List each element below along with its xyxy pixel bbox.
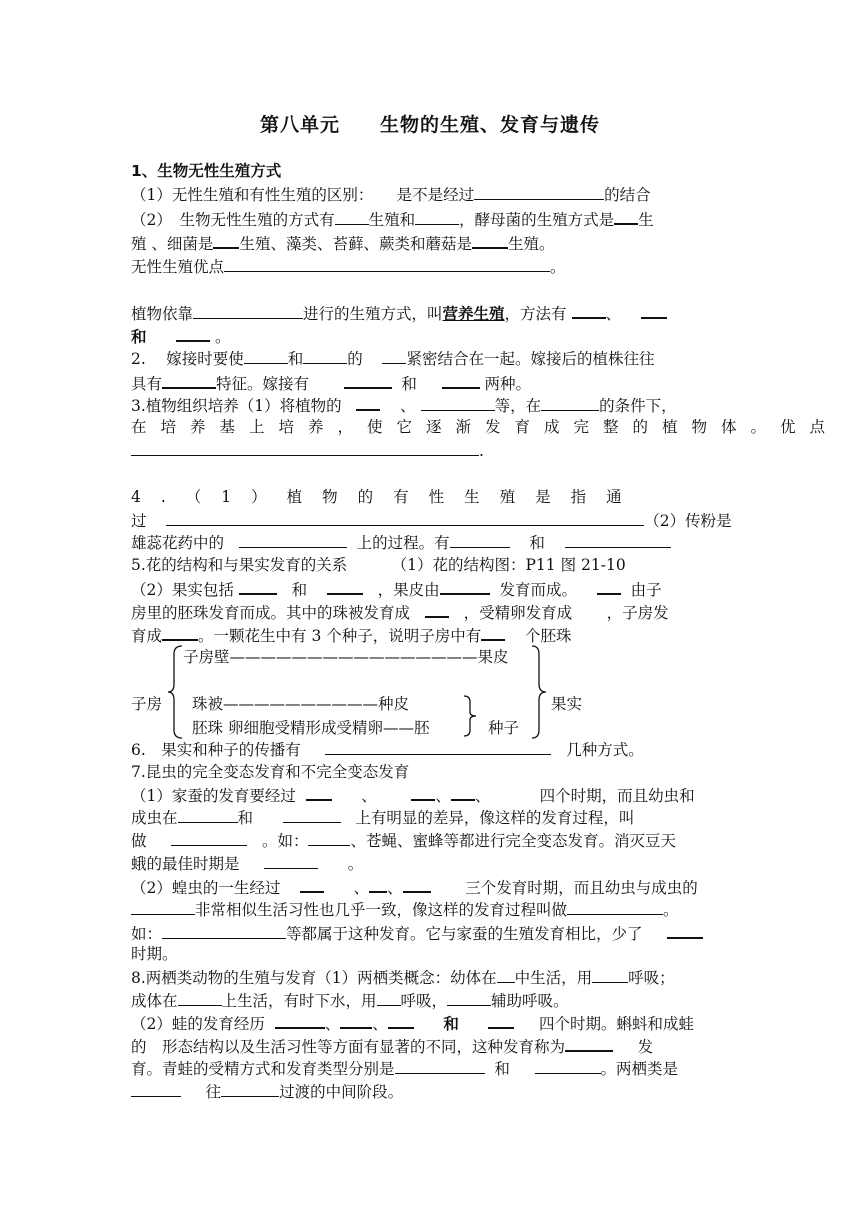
s3-line-2: 在培养基上培养，使它逐渐发育成完整的植物体。优点 <box>131 418 840 436</box>
blank <box>369 876 387 893</box>
text: 卵细胞受精形成受精卵——胚 <box>227 719 430 737</box>
text: 3.植物组织培养（1）将植物的 <box>131 397 342 415</box>
text: 蛾的最佳时期是 <box>131 855 240 873</box>
blank <box>193 303 303 319</box>
text: 和 <box>401 375 417 393</box>
s8-line-4 <box>131 1035 731 1057</box>
blank <box>447 990 491 1006</box>
text: 育成 <box>131 627 163 645</box>
text: 中生活，用 <box>514 969 593 987</box>
page-title: 第八单元 生物的生殖、发育与遗传 <box>259 114 600 136</box>
text: 紧密结合在一起。嫁接后的植株往往 <box>406 350 655 368</box>
blank <box>221 1081 279 1097</box>
text: （1）家蚕的发育要经过 <box>131 787 296 805</box>
s5-line-4 <box>131 624 731 646</box>
text: 呼吸， <box>400 992 448 1010</box>
blank <box>472 232 508 249</box>
text: 具有 <box>131 375 163 393</box>
text: 6. 果实和种子的传播有 <box>131 741 301 759</box>
text: 育。青蛙的受精方式和发育类型分别是 <box>131 1060 395 1078</box>
blank <box>377 990 401 1006</box>
blank <box>541 395 599 411</box>
blank <box>451 784 475 801</box>
text: 上的过程。有 <box>356 534 450 552</box>
text: 几种方式。 <box>566 741 644 759</box>
text: ，果皮由 <box>377 581 440 599</box>
text: 植物依靠 <box>131 305 194 323</box>
text: 两种。 <box>484 375 531 393</box>
s5-line-3 <box>131 601 731 623</box>
blank <box>275 1012 325 1029</box>
blank <box>535 1058 601 1074</box>
text: . <box>479 442 484 460</box>
text: 、 <box>435 787 451 805</box>
s8-line-6 <box>131 1081 731 1102</box>
text: （2）蛙的发育经历 <box>131 1015 265 1033</box>
s4-line-2 <box>131 510 731 531</box>
text: 的 形态结构以及生活习性等方面有显著的不同，这种发育称为 <box>131 1038 566 1056</box>
blank <box>325 739 551 755</box>
text: 特征。嫁接有 <box>216 375 310 393</box>
blank <box>162 624 198 641</box>
blank <box>327 578 363 595</box>
text: 等，在 <box>494 397 542 415</box>
blank <box>440 578 490 595</box>
text: 成虫在 <box>131 809 178 827</box>
blank <box>395 1058 485 1074</box>
blank <box>176 325 210 342</box>
text: 。 <box>663 901 679 919</box>
blank <box>411 784 435 801</box>
blank <box>340 1012 372 1029</box>
text: 和 <box>131 328 147 346</box>
s8-line-1 <box>131 967 731 988</box>
blank <box>614 208 638 225</box>
blank <box>283 807 341 823</box>
blank <box>403 876 431 893</box>
text: ，受精卵发育成 <box>463 604 573 622</box>
text: 三个发育时期，而且幼虫与成虫的 <box>465 879 698 897</box>
text: 、 <box>387 879 403 897</box>
text: （2） 生物无性生殖的方式有 <box>131 211 335 229</box>
blank <box>597 578 621 595</box>
text: 和 <box>291 581 308 599</box>
text: 、 <box>372 1015 388 1033</box>
text: 生殖和 <box>368 211 416 229</box>
blank <box>300 876 324 893</box>
text: 和 <box>529 534 545 552</box>
blank <box>308 830 350 846</box>
text: 往 <box>205 1083 222 1101</box>
text: 房里的胚珠发育而成。其中的珠被发育成 <box>131 604 411 622</box>
text: （2）果实包括 <box>131 581 234 599</box>
text: （1）花的结构图：P11 图 21-10 <box>391 556 626 574</box>
text: 。 <box>550 258 566 276</box>
text: 和 <box>494 1060 510 1078</box>
blank <box>450 532 510 548</box>
text: 。如： <box>261 832 309 850</box>
blank <box>335 209 369 225</box>
blank <box>388 1012 414 1029</box>
text: 个胚珠 <box>524 627 572 645</box>
text: 生殖、藻类、苔藓、蕨类和蘑菇是 <box>239 235 472 253</box>
blank <box>239 578 277 595</box>
text: 四个时期，而且幼虫和 <box>539 787 695 805</box>
text: 过 <box>131 512 147 530</box>
veg-line-1 <box>131 302 731 324</box>
seed-brace <box>462 694 478 738</box>
blank <box>567 899 663 915</box>
text: 雄蕊花药中的 <box>131 534 225 552</box>
text: 殖 、细菌是 <box>131 235 214 253</box>
s8-line-5 <box>131 1058 731 1079</box>
s1-line-1 <box>131 184 731 205</box>
blank <box>166 510 644 526</box>
s1-line-4 <box>131 256 731 277</box>
s3-line-1 <box>131 394 731 416</box>
s8-line-3 <box>131 1012 731 1034</box>
blank <box>131 440 479 456</box>
text: 。 <box>347 855 364 873</box>
blank <box>171 830 247 846</box>
seed-label: 种子 <box>488 719 520 737</box>
s7-line-7 <box>131 922 731 944</box>
fruit-label: 果实 <box>551 695 583 713</box>
text: ，子房发 <box>606 604 669 622</box>
text: 生 <box>638 211 654 229</box>
s7-line-2 <box>131 807 731 828</box>
blank <box>425 601 449 618</box>
blank <box>565 532 671 548</box>
blank <box>641 302 667 319</box>
blank <box>382 348 406 364</box>
blank <box>415 209 459 225</box>
text: 。两栖类是 <box>600 1060 679 1078</box>
s5-line-2 <box>131 578 731 600</box>
text: 、 <box>353 879 370 897</box>
text: 2. 嫁接时要使 <box>131 350 244 368</box>
text: 过渡的中间阶段。 <box>279 1083 404 1101</box>
blank <box>264 853 318 869</box>
text: 发 <box>637 1038 654 1056</box>
s4-line-1: 4.（1）植物的有性生殖是指通 <box>131 488 642 506</box>
s3-line-3 <box>131 440 731 461</box>
text: 成体在 <box>131 992 178 1010</box>
ovary-label: 子房 <box>131 695 163 713</box>
blank <box>356 394 380 411</box>
text: 、 <box>361 787 377 805</box>
ovule-label <box>192 716 429 738</box>
blank <box>178 990 222 1006</box>
text: 的条件下， <box>599 397 677 415</box>
text: （2）传粉是 <box>644 512 732 530</box>
s7-line-4 <box>131 853 731 874</box>
blank <box>224 256 550 272</box>
s7-heading: 7.昆虫的完全变态发育和不完全变态发育 <box>131 763 410 781</box>
blank <box>497 967 515 983</box>
text: 5.花的结构和与果实发育的关系 <box>131 556 348 574</box>
text: 、 <box>605 305 622 323</box>
s7-line-6 <box>131 899 731 920</box>
integument-label: 珠被——————————种皮 <box>192 695 410 713</box>
blank <box>565 1035 613 1052</box>
blank <box>474 184 604 200</box>
text: ，酵母菌的生殖方式是 <box>459 211 615 229</box>
s8-line-2 <box>131 990 731 1011</box>
text: 。 <box>215 328 231 346</box>
text: 、 <box>400 397 416 415</box>
text: 呼吸； <box>628 969 675 987</box>
text: 进行的生殖方式，叫 <box>303 305 443 323</box>
s2-line-2 <box>131 372 731 394</box>
text: 。一颗花生中有 3 个种子，说明子房中有 <box>198 627 482 645</box>
blank <box>131 899 195 915</box>
text: 上生活，有时下水，用 <box>221 992 377 1010</box>
blank <box>303 348 347 364</box>
s1-line-3 <box>131 232 731 254</box>
blank <box>442 372 480 389</box>
blank <box>162 372 216 389</box>
s7-line-5 <box>131 876 731 898</box>
text: （1）无性生殖和有性生殖的区别： 是不是经过 <box>131 186 475 204</box>
blank <box>131 1081 181 1097</box>
text: 生殖。 <box>507 235 555 253</box>
s2-line-1 <box>131 348 731 369</box>
veg-line-2 <box>131 325 731 347</box>
text: 上有明显的差异，像这样的发育过程，叫 <box>355 809 635 827</box>
s7-line-8: 时期。 <box>131 945 178 963</box>
fruit-brace <box>530 644 548 740</box>
s7-line-3 <box>131 830 731 851</box>
blank <box>488 1012 514 1029</box>
ovary-wall-label: 子房壁————————————————果皮 <box>183 648 509 666</box>
text: 无性生殖优点 <box>131 258 225 276</box>
section-1-heading: 1、生物无性生殖方式 <box>131 162 282 180</box>
blank <box>481 624 505 641</box>
blank <box>306 784 332 801</box>
blank <box>178 807 238 823</box>
text: 和 <box>443 1015 459 1033</box>
text: 四个时期。蝌蚪和成蛙 <box>539 1015 695 1033</box>
text: 等都属于这种发育。它与家蚕的生殖发育相比，少了 <box>286 925 643 943</box>
text: 做 <box>131 832 147 850</box>
text: 胚珠 <box>192 719 224 737</box>
blank <box>213 232 239 249</box>
text: （2）蝗虫的一生经过 <box>131 879 281 897</box>
s6-line <box>131 739 731 760</box>
text: 非常相似生活习性也几乎一致，像这样的发育过程叫做 <box>195 901 568 919</box>
text: 如： <box>131 925 163 943</box>
blank <box>344 372 392 389</box>
blank <box>239 532 347 548</box>
text: 辅助呼吸。 <box>491 992 569 1010</box>
s5-line-1 <box>131 555 731 575</box>
left-brace <box>166 644 186 740</box>
text: 和 <box>287 350 304 368</box>
blank <box>162 923 286 939</box>
key-term: 营养生殖 <box>442 304 505 323</box>
text: 、苍蝇、蜜蜂等都进行完全变态发育。消灭豆天 <box>350 832 676 850</box>
s7-line-1 <box>131 784 731 806</box>
text: 和 <box>237 809 254 827</box>
text: 、 <box>324 1015 341 1033</box>
text: 8.两栖类动物的生殖与发育（1）两栖类概念：幼体在 <box>131 969 497 987</box>
text: 由子 <box>630 581 662 599</box>
text: 发育而成。 <box>499 581 577 599</box>
blank <box>244 348 288 364</box>
text: 的 <box>347 350 363 368</box>
text: 、 <box>474 787 491 805</box>
text: 的结合 <box>604 186 651 204</box>
blank <box>667 922 703 939</box>
blank <box>572 302 606 319</box>
text: ，方法有 <box>504 305 567 323</box>
blank <box>421 395 495 411</box>
s4-line-3 <box>131 532 731 553</box>
s1-line-2 <box>131 208 731 230</box>
blank <box>592 967 628 983</box>
